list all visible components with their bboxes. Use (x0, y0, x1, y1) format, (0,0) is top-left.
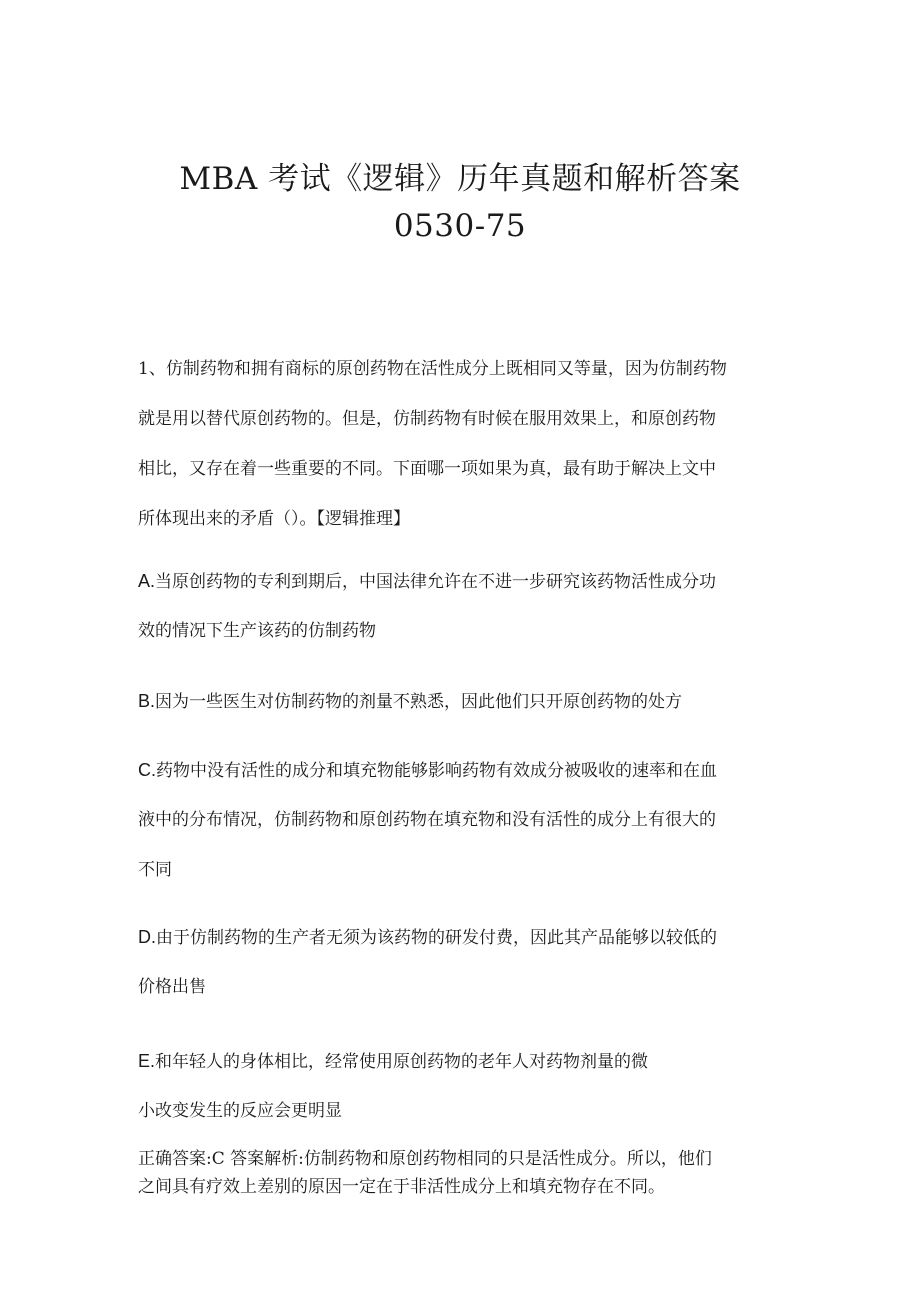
question-line: 就是用以替代原创药物的。但是，仿制药物有时候在服用效果上，和原创药物 (138, 409, 716, 429)
question-stem (138, 344, 788, 544)
option-letter: E. (138, 1051, 156, 1071)
option-line (138, 1036, 788, 1086)
answer-line: 正确答案:C 答案解析:仿制药物和原创药物相同的只是活性成分。所以，他们 (138, 1149, 712, 1169)
question-line: 1、仿制药物和拥有商标的原创药物在活性成分上既相同又等量，因为仿制药物 (138, 359, 727, 379)
question-line: 所体现出来的矛盾（）。【逻辑推理】 (138, 509, 410, 529)
option-text: 因为一些医生对仿制药物的剂量不熟悉，因此他们只开原创药物的处方 (155, 692, 683, 712)
answer-line: 之间具有疗效上差别的原因一定在于非活性成分上和填充物存在不同。 (138, 1177, 665, 1197)
option-e (138, 1036, 788, 1136)
option-c (138, 745, 788, 895)
option-line: 小改变发生的反应会更明显 (138, 1101, 342, 1121)
option-letter: B. (138, 691, 156, 711)
option-line: 效的情况下生产该药的仿制药物 (138, 621, 376, 641)
option-d (138, 912, 788, 1012)
option-line: 不同 (138, 860, 172, 880)
option-text: 当原创药物的专利到期后，中国法律允许在不进一步研究该药物活性成分功 (155, 572, 717, 592)
option-line (138, 676, 788, 726)
option-letter: A. (138, 571, 156, 591)
question-line: 相比，又存在着一些重要的不同。下面哪一项如果为真，最有助于解决上文中 (138, 459, 716, 479)
option-text: 和年轻人的身体相比，经常使用原创药物的老年人对药物剂量的微 (155, 1052, 649, 1072)
answer-explanation (138, 1145, 798, 1201)
option-line (138, 912, 788, 962)
option-letter: C. (138, 760, 156, 780)
option-b (138, 676, 788, 726)
option-line: 液中的分布情况，仿制药物和原创药物在填充物和没有活性的成分上有很大的 (138, 810, 716, 830)
option-letter: D. (138, 927, 156, 947)
option-a (138, 556, 788, 656)
document-title-line-1: MBA 考试《逻辑》历年真题和解析答案 (179, 161, 741, 197)
option-line (138, 556, 788, 606)
document-title-line-2: 0530-75 (393, 208, 527, 244)
option-text: 由于仿制药物的生产者无须为该药物的研发付费，因此其产品能够以较低的 (156, 928, 717, 948)
option-line: 价格出售 (138, 977, 206, 997)
option-line (138, 745, 788, 795)
option-text: 药物中没有活性的成分和填充物能够影响药物有效成分被吸收的速率和在血 (156, 761, 717, 781)
